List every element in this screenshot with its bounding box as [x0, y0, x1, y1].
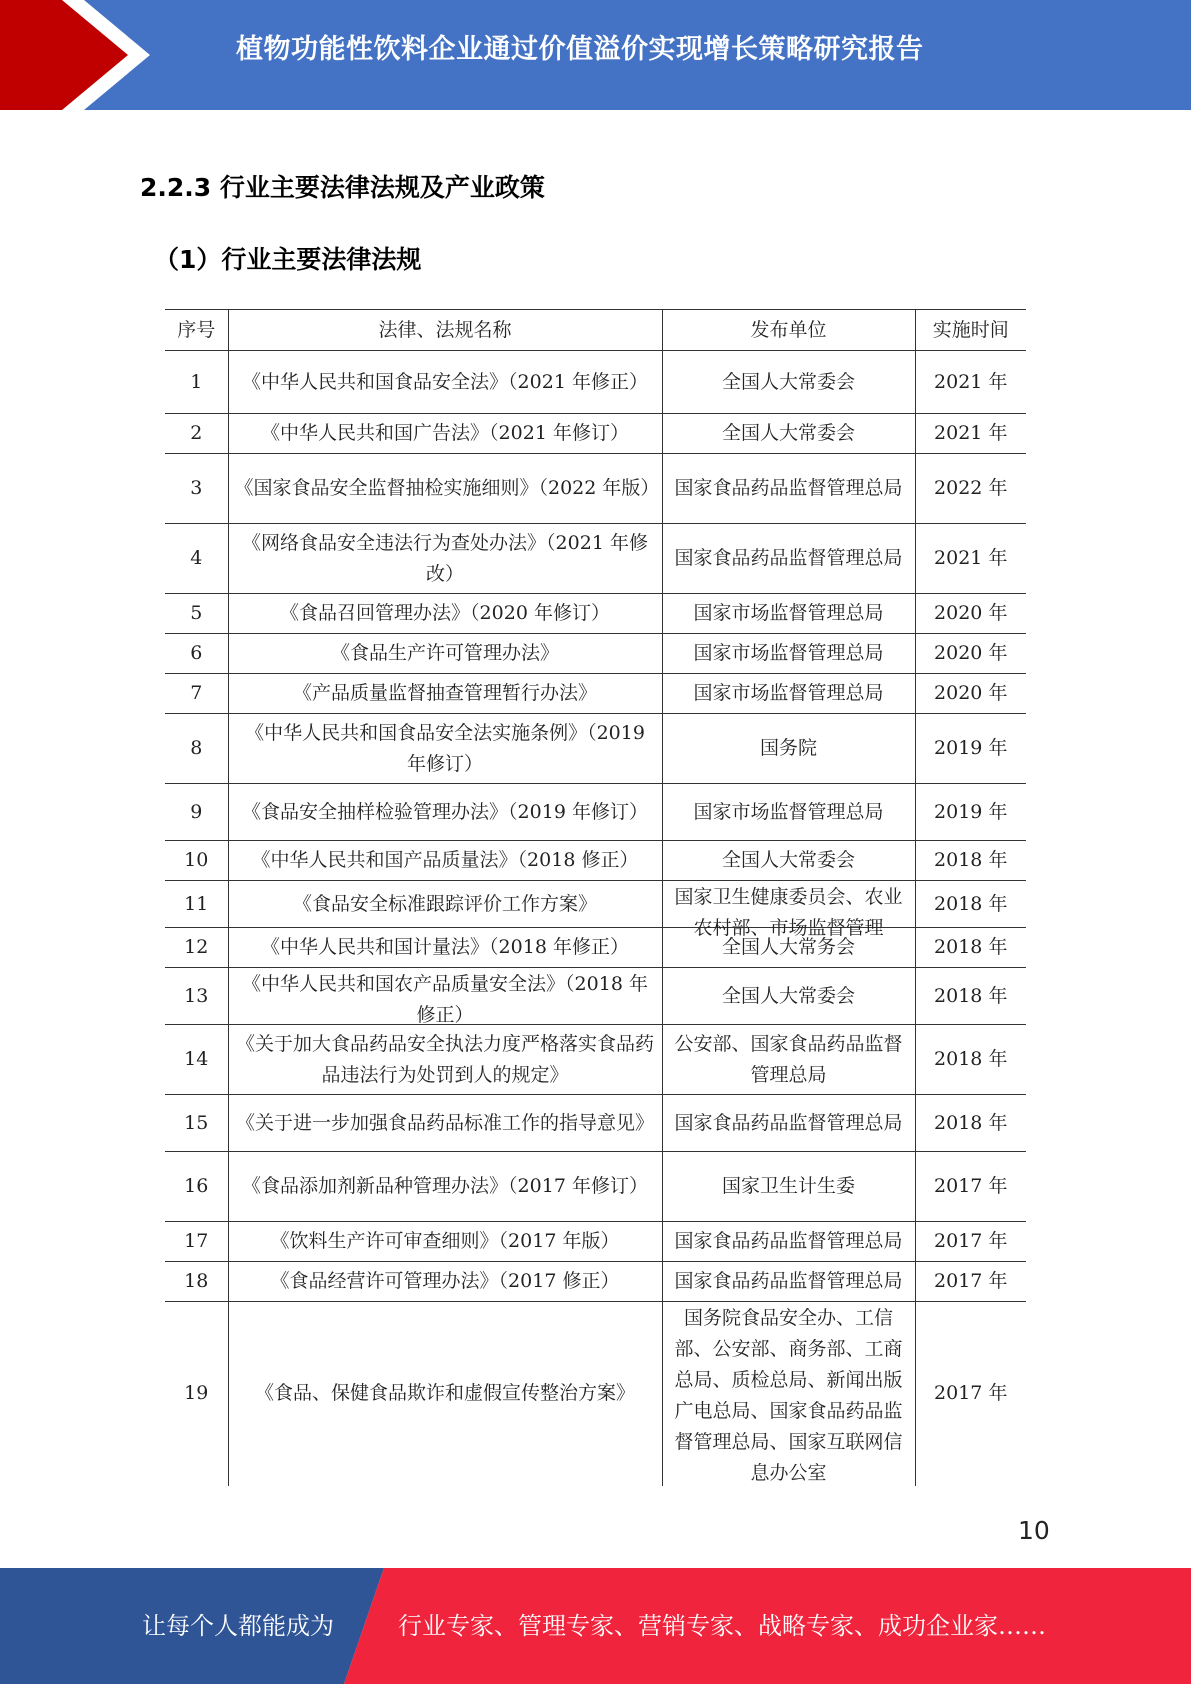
- section-title: 2.2.3 行业主要法律法规及产业政策: [140, 173, 545, 202]
- row-index-text: 3: [190, 477, 203, 499]
- header-effective-date: 实施时间: [915, 310, 1026, 351]
- row-issuer: [662, 351, 915, 414]
- row-law-name: [228, 1262, 662, 1302]
- row-law-name-text: 《食品、保健食品欺诈和虚假宣传整治方案》: [254, 1382, 635, 1405]
- row-effective-date: [915, 634, 1026, 674]
- row-effective-date-text: 2018 年: [934, 849, 1008, 871]
- row-effective-date: [915, 1152, 1026, 1222]
- row-index-text: 1: [190, 370, 203, 393]
- row-index: [165, 634, 228, 674]
- table-row: [165, 1262, 1026, 1302]
- row-index-text: 10: [184, 849, 209, 871]
- row-effective-date-text: 2019 年: [934, 800, 1008, 823]
- row-index: [165, 1025, 228, 1095]
- row-effective-date: [915, 351, 1026, 414]
- row-effective-date: [915, 881, 1026, 928]
- table-row: [165, 1152, 1026, 1222]
- row-issuer: [662, 414, 915, 454]
- row-issuer-text: 国家食品药品监督管理总局: [674, 1111, 903, 1134]
- row-law-name-text: 《中华人民共和国食品安全法》（2021 年修正）: [242, 370, 648, 393]
- table-row: [165, 841, 1026, 881]
- page-footer: [0, 1568, 1191, 1684]
- row-index-text: 12: [184, 936, 209, 958]
- row-effective-date: [915, 714, 1026, 784]
- row-issuer: [662, 714, 915, 784]
- row-law-name-text: 《食品经营许可管理办法》（2017 修正）: [270, 1270, 620, 1292]
- row-index: [165, 454, 228, 524]
- row-issuer: [662, 881, 915, 939]
- row-effective-date: [915, 1025, 1026, 1095]
- row-effective-date-text: 2020 年: [934, 642, 1008, 664]
- row-issuer: [662, 1025, 915, 1095]
- row-law-name-text: 《国家食品安全监督抽检实施细则》（2022 年版）: [234, 477, 660, 499]
- row-index: [165, 1302, 228, 1486]
- row-law-name-text: 《关于加大食品药品安全执法力度严格落实食品药品违法行为处罚到人的规定》: [235, 1032, 654, 1086]
- row-effective-date-text: 2021 年: [934, 422, 1008, 444]
- row-issuer: [662, 594, 915, 634]
- row-index: [165, 928, 228, 968]
- row-effective-date: [915, 784, 1026, 841]
- row-law-name: [228, 1222, 662, 1262]
- row-index: [165, 1262, 228, 1302]
- table-row: [165, 1025, 1026, 1095]
- row-effective-date: [915, 1222, 1026, 1262]
- row-issuer: [662, 634, 915, 674]
- row-law-name: [228, 784, 662, 841]
- row-effective-date-text: 2017 年: [934, 1382, 1008, 1405]
- row-index: [165, 1152, 228, 1222]
- row-index-text: 16: [184, 1175, 209, 1197]
- row-issuer-text: 全国人大常委会: [721, 370, 855, 393]
- row-index-text: 8: [190, 737, 203, 759]
- row-issuer-text: 国务院: [759, 737, 817, 759]
- sub-title: （1）行业主要法律法规: [154, 245, 422, 274]
- row-effective-date: [915, 524, 1026, 594]
- row-index-text: 13: [184, 984, 209, 1007]
- row-effective-date: [915, 674, 1026, 714]
- row-law-name-text: 《网络食品安全违法行为查处办法》（2021 年修改）: [242, 531, 648, 585]
- row-index-text: 2: [190, 422, 203, 444]
- row-index: [165, 1222, 228, 1262]
- row-index-text: 5: [190, 602, 203, 624]
- header-issuer: 发布单位: [662, 310, 915, 351]
- table-header-row: [165, 310, 1026, 351]
- row-law-name: [228, 414, 662, 454]
- row-issuer-text: 国家食品药品监督管理总局: [674, 1270, 903, 1292]
- row-issuer: [662, 968, 915, 1025]
- row-index-text: 7: [190, 682, 203, 704]
- row-effective-date-text: 2017 年: [934, 1230, 1008, 1252]
- page-number: 10: [1018, 1516, 1050, 1545]
- laws-table: [165, 309, 1026, 1486]
- row-law-name: [228, 454, 662, 524]
- table-row: [165, 524, 1026, 594]
- footer-slogan-left: 让每个人都能成为: [142, 1612, 334, 1640]
- header-index: 序号: [165, 310, 228, 351]
- table-row: [165, 928, 1026, 968]
- row-effective-date: [915, 1095, 1026, 1152]
- table-row: [165, 674, 1026, 714]
- row-law-name-text: 《中华人民共和国计量法》（2018 年修正）: [261, 936, 629, 958]
- row-effective-date-text: 2018 年: [934, 1048, 1008, 1070]
- row-issuer-text: 国家市场监督管理总局: [693, 800, 884, 823]
- row-law-name: [228, 674, 662, 714]
- row-law-name-text: 《饮料生产许可审查细则》（2017 年版）: [270, 1230, 620, 1252]
- row-law-name: [228, 841, 662, 881]
- table-row: [165, 1095, 1026, 1152]
- table-row: [165, 454, 1026, 524]
- row-index: [165, 968, 228, 1025]
- row-index-text: 15: [184, 1111, 209, 1134]
- row-issuer-text: 国家食品药品监督管理总局: [674, 477, 903, 499]
- row-law-name-text: 《食品召回管理办法》（2020 年修订）: [280, 602, 610, 624]
- row-issuer: [662, 1222, 915, 1262]
- row-index: [165, 594, 228, 634]
- row-index: [165, 714, 228, 784]
- row-effective-date-text: 2021 年: [934, 370, 1008, 393]
- row-effective-date-text: 2018 年: [934, 1111, 1008, 1134]
- row-index-text: 19: [184, 1382, 209, 1405]
- row-effective-date: [915, 928, 1026, 968]
- row-law-name-text: 《中华人民共和国产品质量法》（2018 修正）: [251, 849, 639, 871]
- row-law-name: [228, 1152, 662, 1222]
- row-issuer: [662, 674, 915, 714]
- row-index: [165, 524, 228, 594]
- row-law-name: [228, 1025, 662, 1095]
- row-law-name: [228, 881, 662, 928]
- row-effective-date: [915, 594, 1026, 634]
- row-issuer: [662, 841, 915, 881]
- row-issuer-text: 国家市场监督管理总局: [693, 642, 884, 664]
- row-issuer-text: 国家卫生计生委: [721, 1175, 855, 1197]
- row-law-name: [228, 1095, 662, 1152]
- row-effective-date-text: 2018 年: [934, 892, 1008, 915]
- row-issuer: [662, 454, 915, 524]
- row-index-text: 17: [184, 1230, 209, 1252]
- row-index: [165, 1095, 228, 1152]
- row-law-name: [228, 634, 662, 674]
- row-index: [165, 414, 228, 454]
- row-index-text: 4: [190, 547, 203, 569]
- row-effective-date-text: 2018 年: [934, 936, 1008, 958]
- table-row: [165, 784, 1026, 841]
- row-issuer-text: 国家市场监督管理总局: [693, 682, 884, 704]
- row-law-name-text: 《食品生产许可管理办法》: [330, 642, 559, 664]
- row-law-name: [228, 524, 662, 594]
- row-effective-date: [915, 454, 1026, 524]
- row-law-name-text: 《食品安全标准跟踪评价工作方案》: [292, 892, 597, 915]
- row-issuer: [662, 1262, 915, 1302]
- row-issuer: [662, 1302, 915, 1486]
- table-row: [165, 634, 1026, 674]
- table-row: [165, 594, 1026, 634]
- row-effective-date-text: 2017 年: [934, 1175, 1008, 1197]
- row-issuer-text: 全国人大常务会: [721, 936, 855, 958]
- row-issuer: [662, 524, 915, 594]
- row-index-text: 9: [190, 800, 203, 823]
- table-row: [165, 968, 1026, 1025]
- footer-slogan-right: 行业专家、管理专家、营销专家、战略专家、成功企业家……: [398, 1612, 1046, 1640]
- row-law-name: [228, 1302, 662, 1486]
- row-issuer: [662, 1152, 915, 1222]
- row-effective-date: [915, 1262, 1026, 1302]
- row-index-text: 14: [184, 1048, 209, 1070]
- row-effective-date: [915, 1302, 1026, 1486]
- row-effective-date-text: 2020 年: [934, 602, 1008, 624]
- row-law-name-text: 《中华人民共和国农产品质量安全法》（2018 年修正）: [242, 972, 648, 1026]
- row-effective-date: [915, 968, 1026, 1025]
- row-law-name: [228, 968, 662, 1025]
- row-issuer: [662, 784, 915, 841]
- row-effective-date-text: 2021 年: [934, 547, 1008, 569]
- row-issuer-text: 国家食品药品监督管理总局: [674, 547, 903, 569]
- row-issuer-text: 国家市场监督管理总局: [693, 602, 884, 624]
- page-header: [0, 0, 1191, 110]
- row-effective-date-text: 2020 年: [934, 682, 1008, 704]
- row-index-text: 18: [184, 1270, 209, 1292]
- header-title: 植物功能性饮料企业通过价值溢价实现增长策略研究报告: [236, 34, 924, 65]
- row-law-name: [228, 351, 662, 414]
- header-law-name: 法律、法规名称: [228, 310, 662, 351]
- row-index: [165, 351, 228, 414]
- row-law-name-text: 《中华人民共和国食品安全法实施条例》（2019 年修订）: [245, 721, 645, 775]
- table-row: [165, 714, 1026, 784]
- row-index: [165, 784, 228, 841]
- row-law-name: [228, 928, 662, 968]
- table-row: [165, 1222, 1026, 1262]
- table-row: [165, 414, 1026, 454]
- row-effective-date-text: 2017 年: [934, 1270, 1008, 1292]
- table-row: [165, 351, 1026, 414]
- row-effective-date-text: 2022 年: [934, 477, 1008, 499]
- row-issuer-text: 国家卫生健康委员会、农业农村部、市场监督管理: [674, 885, 903, 939]
- row-issuer-text: 国务院食品安全办、工信部、公安部、商务部、工商总局、质检总局、新闻出版广电总局、国家食品药品监督管理总局、国家互联网信息办公室: [674, 1306, 903, 1484]
- row-law-name-text: 《中华人民共和国广告法》（2021 年修订）: [261, 422, 629, 444]
- row-effective-date-text: 2018 年: [934, 984, 1008, 1007]
- row-index: [165, 841, 228, 881]
- row-law-name: [228, 714, 662, 784]
- table-row: [165, 881, 1026, 928]
- row-law-name: [228, 594, 662, 634]
- row-effective-date: [915, 414, 1026, 454]
- row-issuer-text: 国家食品药品监督管理总局: [674, 1230, 903, 1252]
- row-law-name-text: 《关于进一步加强食品药品标准工作的指导意见》: [235, 1111, 654, 1134]
- row-index-text: 11: [184, 892, 209, 915]
- row-index-text: 6: [190, 642, 203, 664]
- row-effective-date: [915, 841, 1026, 881]
- row-law-name-text: 《食品添加剂新品种管理办法》（2017 年修订）: [242, 1175, 648, 1197]
- row-index: [165, 674, 228, 714]
- row-law-name-text: 《食品安全抽样检验管理办法》（2019 年修订）: [242, 800, 648, 823]
- row-law-name-text: 《产品质量监督抽查管理暂行办法》: [292, 682, 597, 704]
- table-row: [165, 1302, 1026, 1486]
- row-issuer: [662, 1095, 915, 1152]
- row-index: [165, 881, 228, 928]
- row-effective-date-text: 2019 年: [934, 737, 1008, 759]
- row-issuer-text: 全国人大常委会: [721, 849, 855, 871]
- row-issuer-text: 公安部、国家食品药品监督管理总局: [674, 1032, 903, 1086]
- row-issuer-text: 全国人大常委会: [721, 422, 855, 444]
- row-issuer-text: 全国人大常委会: [721, 984, 855, 1007]
